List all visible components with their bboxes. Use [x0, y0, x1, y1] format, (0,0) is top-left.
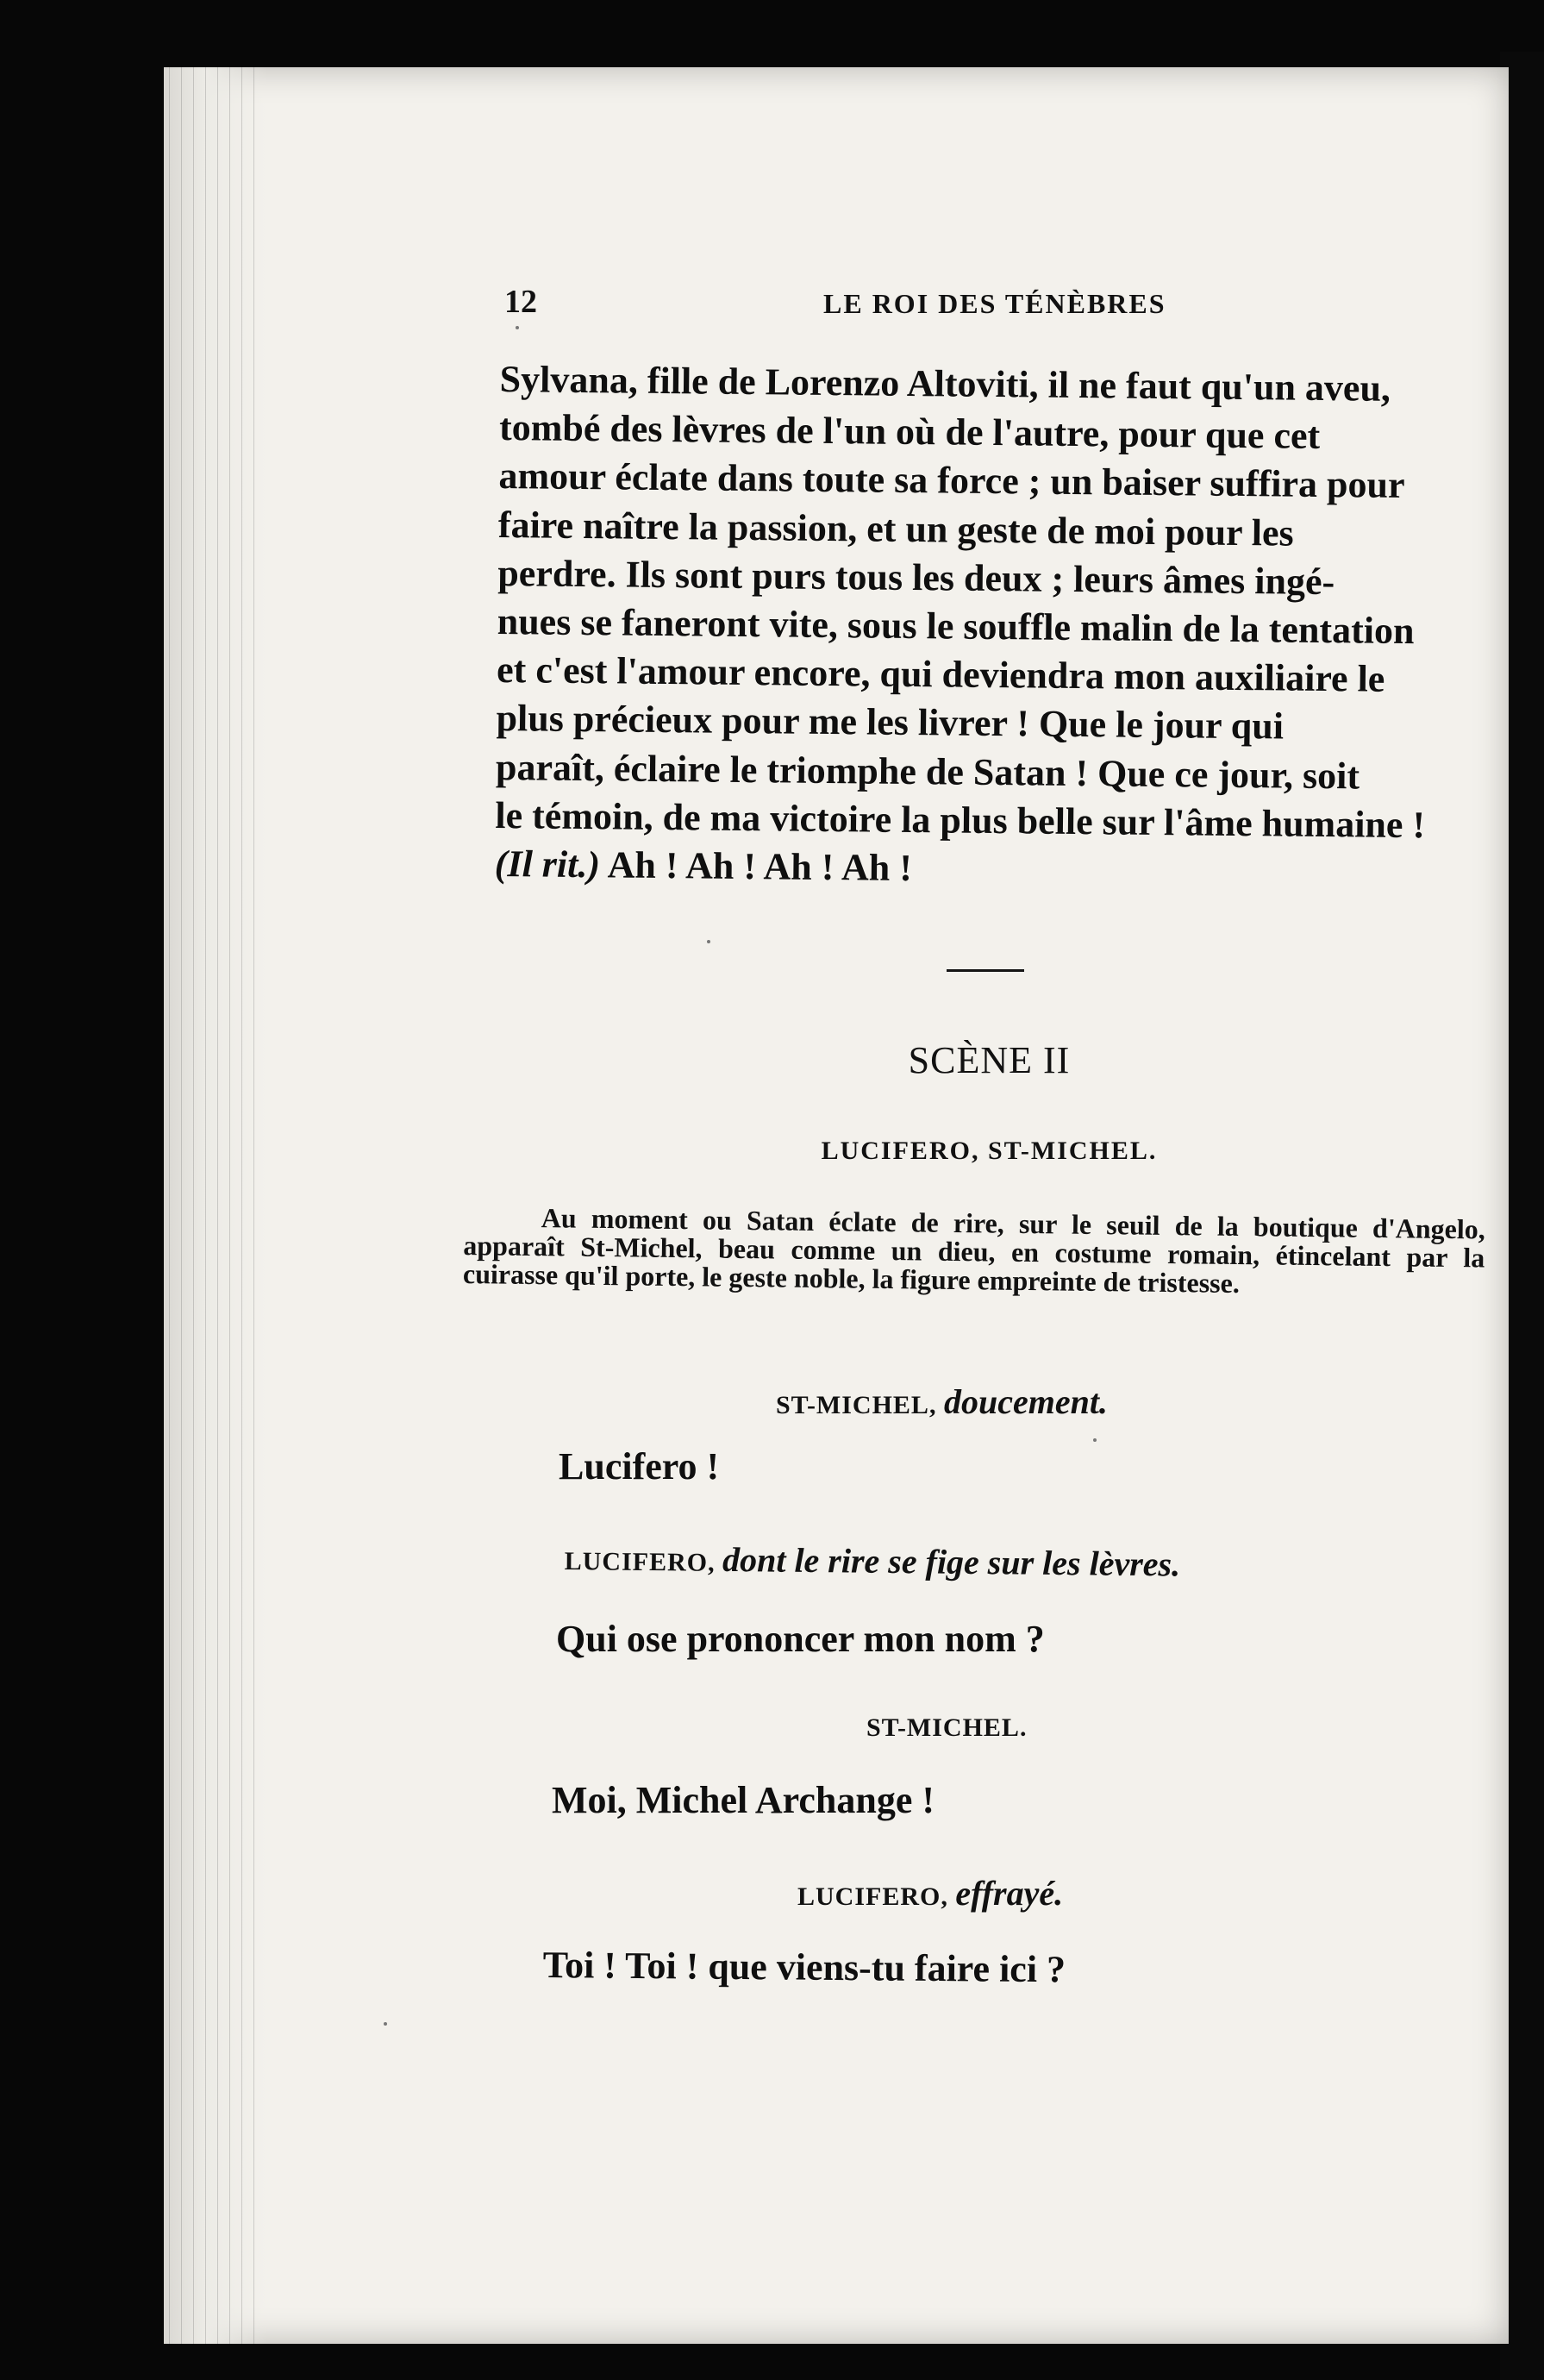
- speaker-name: LUCIFERO,: [564, 1546, 716, 1577]
- speaker-name: ST-MICHEL,: [776, 1391, 937, 1419]
- scene-characters: LUCIFERO, ST-MICHEL.: [821, 1137, 1158, 1165]
- dialogue-line: Qui ose prononcer mon nom ?: [556, 1618, 1045, 1660]
- prose-line: faire naître la passion, et un geste de moi pour les: [497, 503, 1294, 554]
- speaker-name: LUCIFERO,: [797, 1882, 948, 1911]
- prose-line: nues se faneront vite, sous le souffle malin de la tentation: [497, 600, 1415, 653]
- speaker-direction: effrayé.: [955, 1874, 1064, 1913]
- running-head: [504, 283, 1478, 324]
- prose-line: paraît, éclaire le triomphe de Satan ! Que ce jour, soit: [495, 745, 1360, 798]
- prose-line: Sylvana, fille de Lorenzo Altoviti, il ne faut qu'un aveu,: [499, 357, 1391, 410]
- dialogue-line: Toi ! Toi ! que viens-tu faire ici ?: [542, 1944, 1066, 1991]
- inline-stage-direction: (Il rit.): [494, 842, 601, 886]
- stage-direction: Au moment ou Satan éclate de rire, sur le seuil de la boutique d'Angelo, apparaît St-Michel, beau comme un dieu, en costume romain, étincelant par la cuirasse qu'il porte, le geste noble, la figure empreinte de tristesse.: [462, 1202, 1485, 1299]
- ink-speck: [516, 326, 519, 329]
- prose-last-line: [495, 840, 1474, 899]
- speaker-heading: [776, 1381, 1108, 1422]
- prose-line: tombé des lèvres de l'un où de l'autre, pour que cet: [498, 406, 1321, 458]
- prose-line: et c'est l'amour encore, qui deviendra mon auxiliaire le: [496, 648, 1385, 700]
- speaker-direction: dont le rire se fige sur les lèvres.: [722, 1539, 1181, 1584]
- scene-title: SCÈNE II: [908, 1039, 1071, 1081]
- scene-divider: [947, 969, 1024, 972]
- ink-speck: [1093, 1438, 1097, 1442]
- laugh-text: Ah ! Ah ! Ah ! Ah !: [607, 843, 913, 890]
- page-number: 12: [504, 284, 537, 320]
- speaker-direction: doucement.: [943, 1382, 1108, 1421]
- running-title: LE ROI DES TÉNÈBRES: [823, 288, 1166, 319]
- prose-line: perdre. Ils sont purs tous les deux ; leurs âmes ingé-: [497, 551, 1335, 603]
- prose-block: [495, 355, 1478, 899]
- speaker-name: ST-MICHEL.: [866, 1713, 1028, 1742]
- ink-speck: [707, 940, 710, 943]
- dialogue-line: Lucifero !: [559, 1445, 720, 1488]
- speaker-heading: [866, 1713, 1027, 1743]
- prose-line: le témoin, de ma victoire la plus belle sur l'âme humaine !: [495, 793, 1426, 847]
- prose-line: amour éclate dans toute sa force ; un baiser suffira pour: [498, 454, 1405, 507]
- speaker-heading: [565, 1538, 1181, 1584]
- dialogue-line: Moi, Michel Archange !: [552, 1779, 935, 1821]
- prose-line: plus précieux pour me les livrer ! Que le jour qui: [496, 697, 1285, 748]
- ink-speck: [384, 2022, 387, 2026]
- speaker-heading: [797, 1873, 1063, 1913]
